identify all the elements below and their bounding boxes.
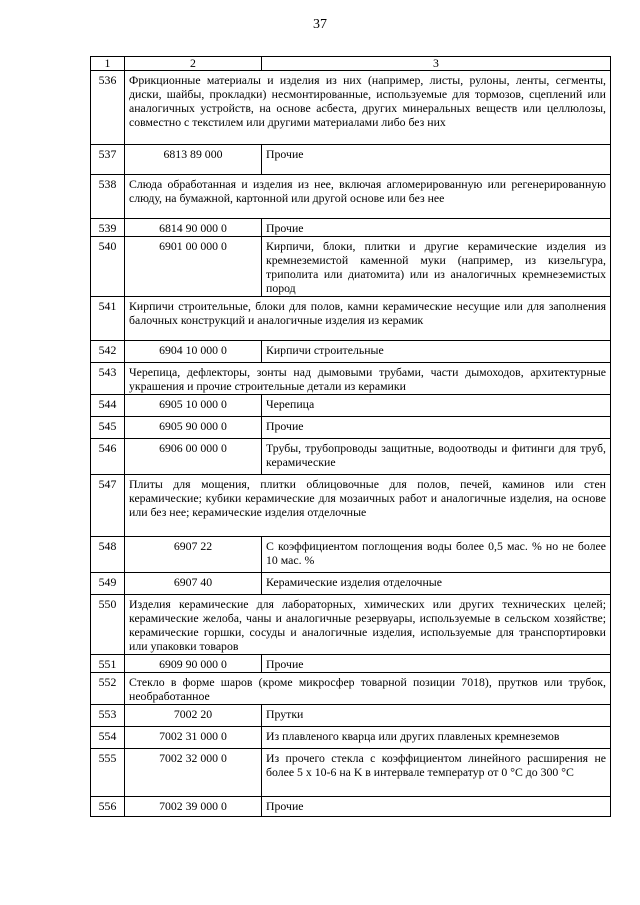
item-description: Кирпичи, блоки, плитки и другие керамические изделия из кремнеземистой каменной муки (например, из кизельгура, триполита или диатомита) или из аналогичных кремнеземистых пород	[262, 237, 611, 297]
heading-description: Плиты для мощения, плитки облицовочные для полов, печей, каминов или стен керамические; кубики керамические для мозаичных работ и аналогичные изделия, на основе или без нее; керамические изделия отделочные	[125, 475, 611, 537]
item-description: Прочие	[262, 417, 611, 439]
page-number: 37	[313, 17, 327, 32]
tariff-code: 6904 10 000 0	[125, 341, 262, 363]
tariff-code: 6909 90 000 0	[125, 655, 262, 673]
goods-table	[90, 56, 611, 817]
header-cell-2: 2	[125, 57, 262, 71]
table-row	[91, 595, 611, 655]
table-header-row	[91, 57, 611, 71]
table-row	[91, 673, 611, 705]
heading-description: Стекло в форме шаров (кроме микросфер товарной позиции 7018), прутков или трубок, необработанное	[125, 673, 611, 705]
row-number: 540	[91, 237, 125, 297]
row-number: 544	[91, 395, 125, 417]
tariff-code: 6813 89 000	[125, 145, 262, 175]
heading-description: Фрикционные материалы и изделия из них (например, листы, рулоны, ленты, сегменты, диски, шайбы, прокладки) несмонтированные, используемые для тормозов, сцеплений или аналогичных устройств, на основе асбеста, других минеральных веществ или целлюлозы, совместно с текстилем или другими материалами либо без них	[125, 71, 611, 145]
table-row	[91, 573, 611, 595]
table-row	[91, 439, 611, 475]
row-number: 554	[91, 727, 125, 749]
row-number: 537	[91, 145, 125, 175]
row-number: 548	[91, 537, 125, 573]
table-row	[91, 475, 611, 537]
heading-description: Кирпичи строительные, блоки для полов, камни керамические несущие или для заполнения балочных конструкций и аналогичные изделия из керамик	[125, 297, 611, 341]
tariff-code: 7002 39 000 0	[125, 797, 262, 817]
item-description: Прочие	[262, 655, 611, 673]
row-number: 542	[91, 341, 125, 363]
tariff-code: 6901 00 000 0	[125, 237, 262, 297]
table-row	[91, 71, 611, 145]
table-row	[91, 297, 611, 341]
item-description: Черепица	[262, 395, 611, 417]
item-description: Прутки	[262, 705, 611, 727]
item-description: Прочие	[262, 219, 611, 237]
heading-description: Изделия керамические для лабораторных, химических или других технических целей; керамические желоба, чаны и аналогичные резервуары, используемые в сельском хозяйстве; керамические горшки, сосуды и аналогичные изделия, используемые для транспортировки или упаковки товаров	[125, 595, 611, 655]
row-number: 551	[91, 655, 125, 673]
table-row	[91, 363, 611, 395]
tariff-code: 7002 20	[125, 705, 262, 727]
item-description: Керамические изделия отделочные	[262, 573, 611, 595]
tariff-code: 6907 40	[125, 573, 262, 595]
item-description: Трубы, трубопроводы защитные, водоотводы и фитинги для труб, керамические	[262, 439, 611, 475]
table-row	[91, 727, 611, 749]
row-number: 539	[91, 219, 125, 237]
item-description: С коэффициентом поглощения воды более 0,5 мас. % но не более 10 мас. %	[262, 537, 611, 573]
row-number: 545	[91, 417, 125, 439]
row-number: 553	[91, 705, 125, 727]
tariff-code: 6814 90 000 0	[125, 219, 262, 237]
table-row	[91, 705, 611, 727]
tariff-code: 7002 31 000 0	[125, 727, 262, 749]
table-row	[91, 749, 611, 797]
table-row	[91, 655, 611, 673]
heading-description: Черепица, дефлекторы, зонты над дымовыми трубами, части дымоходов, архитектурные украшения и прочие строительные детали из керамики	[125, 363, 611, 395]
row-number: 547	[91, 475, 125, 537]
row-number: 538	[91, 175, 125, 219]
row-number: 543	[91, 363, 125, 395]
table-row	[91, 341, 611, 363]
tariff-code: 6907 22	[125, 537, 262, 573]
row-number: 549	[91, 573, 125, 595]
header-cell-3: 3	[262, 57, 611, 71]
table-row	[91, 175, 611, 219]
table-row	[91, 417, 611, 439]
header-cell-1: 1	[91, 57, 125, 71]
item-description: Из плавленого кварца или других плавленых кремнеземов	[262, 727, 611, 749]
table-row	[91, 395, 611, 417]
table-row	[91, 219, 611, 237]
tariff-code: 7002 32 000 0	[125, 749, 262, 797]
tariff-code: 6905 10 000 0	[125, 395, 262, 417]
item-description: Прочие	[262, 797, 611, 817]
row-number: 550	[91, 595, 125, 655]
row-number: 536	[91, 71, 125, 145]
tariff-code: 6906 00 000 0	[125, 439, 262, 475]
row-number: 541	[91, 297, 125, 341]
row-number: 555	[91, 749, 125, 797]
row-number: 556	[91, 797, 125, 817]
tariff-code: 6905 90 000 0	[125, 417, 262, 439]
table-row	[91, 537, 611, 573]
item-description: Из прочего стекла с коэффициентом линейного расширения не более 5 x 10-6 на K в интервале температур от 0 °C до 300 °C	[262, 749, 611, 797]
table-row	[91, 797, 611, 817]
row-number: 552	[91, 673, 125, 705]
row-number: 546	[91, 439, 125, 475]
heading-description: Слюда обработанная и изделия из нее, включая агломерированную или регенерированную слюду, на бумажной, картонной или другой основе или без нее	[125, 175, 611, 219]
item-description: Прочие	[262, 145, 611, 175]
item-description: Кирпичи строительные	[262, 341, 611, 363]
table-row	[91, 237, 611, 297]
table-row	[91, 145, 611, 175]
